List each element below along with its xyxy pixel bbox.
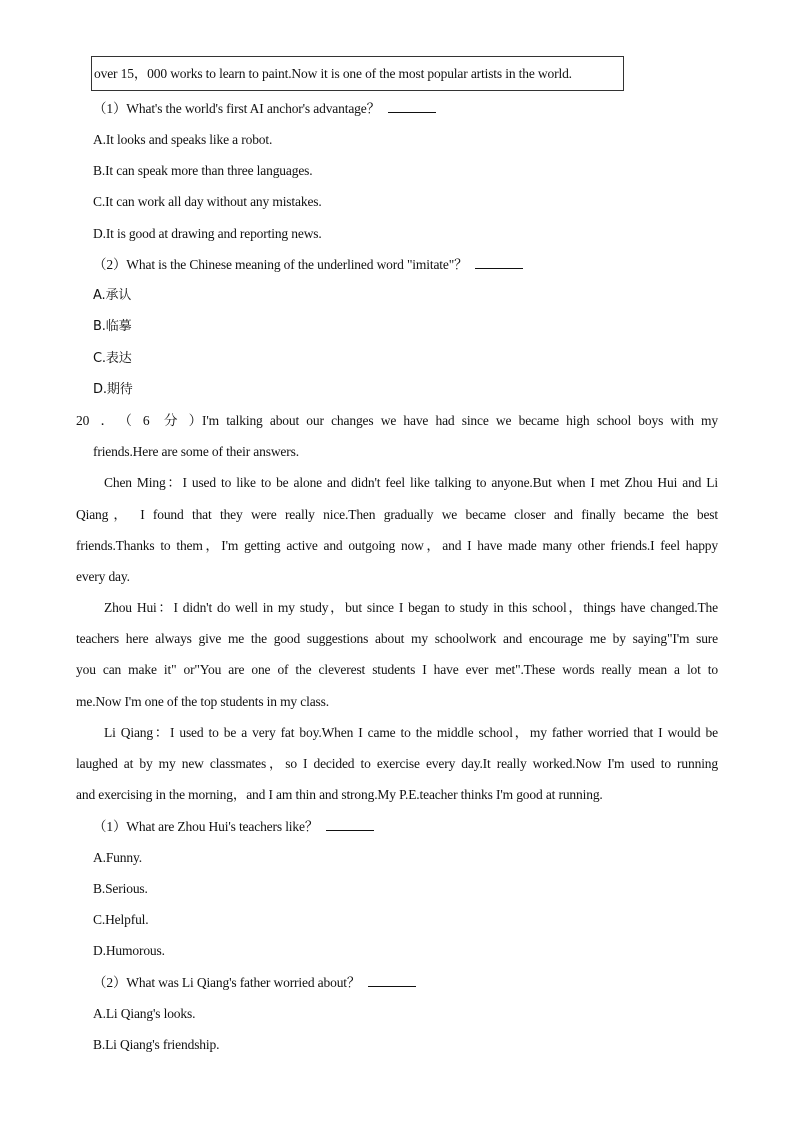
question-20-1 [93, 818, 374, 836]
paragraph-chen-ming: Chen Ming：I used to like to be alone and didn't feel like talking to anyone.But when I met Zhou Hui and Li [104, 475, 718, 490]
paragraph-li-qiang: Li Qiang：I used to be a very fat boy.When I came to the middle school，my father worried that I would be [104, 725, 718, 740]
paragraph-zhou-hui: Zhou Hui：I didn't do well in my study，but since I began to study in this school，things have changed.The [104, 600, 718, 615]
option-a[interactable]: A.Funny. [93, 850, 142, 865]
question-20-intro [76, 412, 718, 430]
passage-tail-text: over 15，000 works to learn to paint.Now it is one of the most popular artists in the world. [94, 66, 572, 81]
option-a[interactable]: A.It looks and speaks like a robot. [93, 132, 273, 147]
option-d[interactable]: D.期待 [93, 382, 133, 397]
option-b[interactable]: B.临摹 [93, 319, 132, 334]
paragraph-line: friends.Thanks to them，I'm getting active and outgoing now，and I have made many other friends.I feel happy [76, 538, 718, 553]
option-d[interactable]: D.It is good at drawing and reporting news. [93, 226, 322, 241]
question-text: （2）What was Li Qiang's father worried about？ [93, 975, 361, 990]
paragraph-line: every day. [76, 569, 130, 584]
paragraph-line: me.Now I'm one of the top students in my class. [76, 694, 329, 709]
paragraph-line: Qiang， I found that they were really nice.Then gradually we became closer and finally became the best [76, 507, 718, 522]
paragraph-line: laughed at by my new classmates，so I decided to exercise every day.It really worked.Now I'm used to running [76, 756, 718, 771]
intro-line: I'm talking about our changes we have had since we became high school boys with my [202, 413, 718, 428]
option-a[interactable]: A.承认 [93, 288, 132, 303]
question-19-2 [93, 256, 523, 274]
answer-blank[interactable] [368, 974, 416, 987]
option-c[interactable]: C.表达 [93, 351, 132, 366]
option-c[interactable]: C.Helpful. [93, 912, 149, 927]
passage-box [91, 56, 624, 91]
paragraph-line: you can make it" or"You are one of the cleverest students I have ever met".These words really mean a lot to [76, 662, 718, 677]
option-b[interactable]: B.Li Qiang's friendship. [93, 1037, 220, 1052]
question-text: （1）What's the world's first AI anchor's advantage？ [93, 101, 380, 116]
option-d[interactable]: D.Humorous. [93, 943, 165, 958]
answer-blank[interactable] [326, 818, 374, 831]
question-text: （1）What are Zhou Hui's teachers like？ [93, 819, 319, 834]
answer-blank[interactable] [388, 100, 436, 113]
question-20-2 [93, 974, 416, 992]
option-b[interactable]: B.Serious. [93, 881, 148, 896]
paragraph-line: teachers here always give me the good suggestions about my schoolwork and encourage me by saying"I'm sure [76, 631, 718, 646]
option-c[interactable]: C.It can work all day without any mistakes. [93, 194, 322, 209]
option-b[interactable]: B.It can speak more than three languages. [93, 163, 313, 178]
question-text: （2）What is the Chinese meaning of the underlined word "imitate"？ [93, 257, 468, 272]
paragraph-line: and exercising in the morning，and I am thin and strong.My P.E.teacher thinks I'm good at running. [76, 787, 603, 802]
answer-blank[interactable] [475, 256, 523, 269]
question-19-1 [93, 100, 436, 118]
option-a[interactable]: A.Li Qiang's looks. [93, 1006, 196, 1021]
intro-line: friends.Here are some of their answers. [93, 444, 299, 459]
question-number: 20．（6 分） [76, 413, 202, 428]
